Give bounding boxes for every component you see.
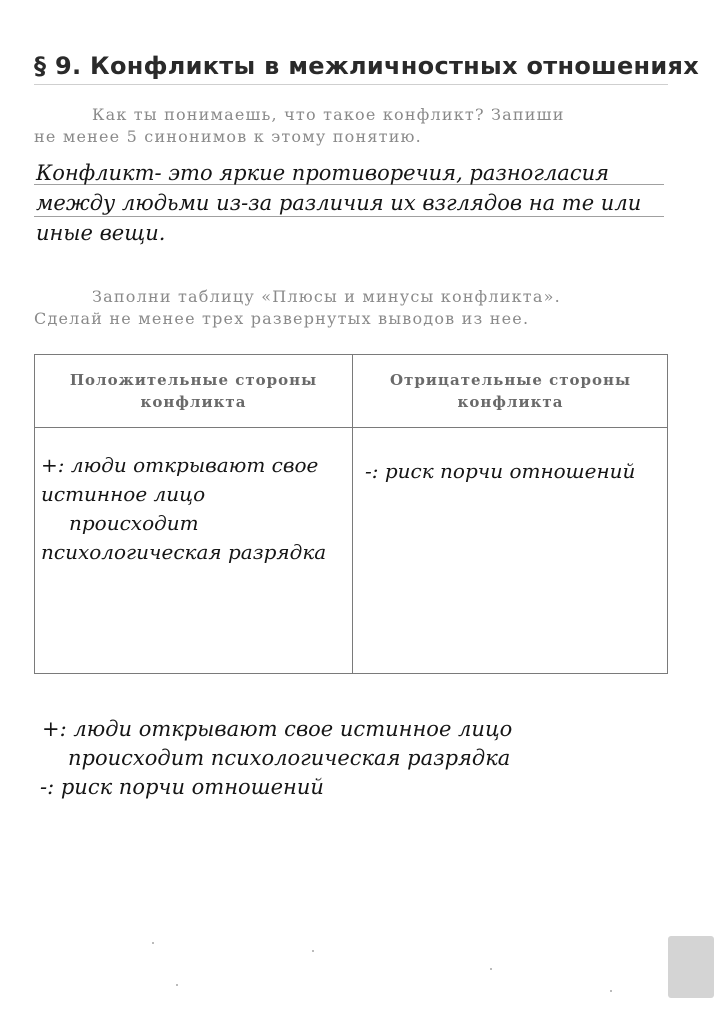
answer-1-line-2: между людьми из-за различия их взглядов на те или: [36, 191, 642, 215]
answer-1-line-3: иные вещи.: [36, 221, 166, 245]
question-1-line-1: Как ты понимаешь, что такое конфликт? Запиши: [92, 105, 565, 124]
page-corner-stamp: [668, 936, 714, 998]
section-title: § 9. Конфликты в межличностных отношениях: [34, 52, 700, 80]
negative-cell-line-1: -: риск порчи отношений: [365, 459, 636, 483]
header-negative-line-2: конфликта: [457, 393, 564, 411]
conclusion-line-2: происходит психологическая разрядка: [68, 746, 511, 770]
positive-cell-line-4: психологическая разрядка: [41, 540, 327, 564]
header-negative-line-1: Отрицательные стороны: [389, 371, 632, 389]
scan-speck: [610, 990, 612, 992]
question-2-line-2: Сделай не менее трех развернутых выводов из нее.: [34, 309, 530, 328]
header-positive-line-2: конфликта: [140, 393, 247, 411]
scan-speck: [176, 984, 178, 986]
positive-cell-line-3: происходит: [69, 511, 199, 535]
title-divider: [34, 84, 668, 85]
header-positive-line-1: Положительные стороны: [69, 371, 318, 389]
question-1-line-2: не менее 5 синонимов к этому понятию.: [34, 127, 422, 146]
pros-cons-table: [34, 354, 668, 674]
scan-speck: [152, 942, 154, 944]
table-header-positive: [35, 369, 352, 413]
conclusion-line-3: -: риск порчи отношений: [40, 775, 324, 799]
table-header-negative: [352, 369, 669, 413]
answer-1-line-1: Конфликт- это яркие противоречия, разногласия: [36, 161, 610, 185]
conclusion-line-1: +: люди открывают свое истинное лицо: [42, 717, 513, 741]
positive-cell-line-2: истинное лицо: [41, 482, 206, 506]
table-header-divider: [35, 427, 667, 428]
scan-speck: [490, 968, 492, 970]
scan-speck: [312, 950, 314, 952]
question-2-line-1: Заполни таблицу «Плюсы и минусы конфликта».: [92, 287, 561, 306]
positive-cell-line-1: +: люди открывают свое: [41, 453, 319, 477]
